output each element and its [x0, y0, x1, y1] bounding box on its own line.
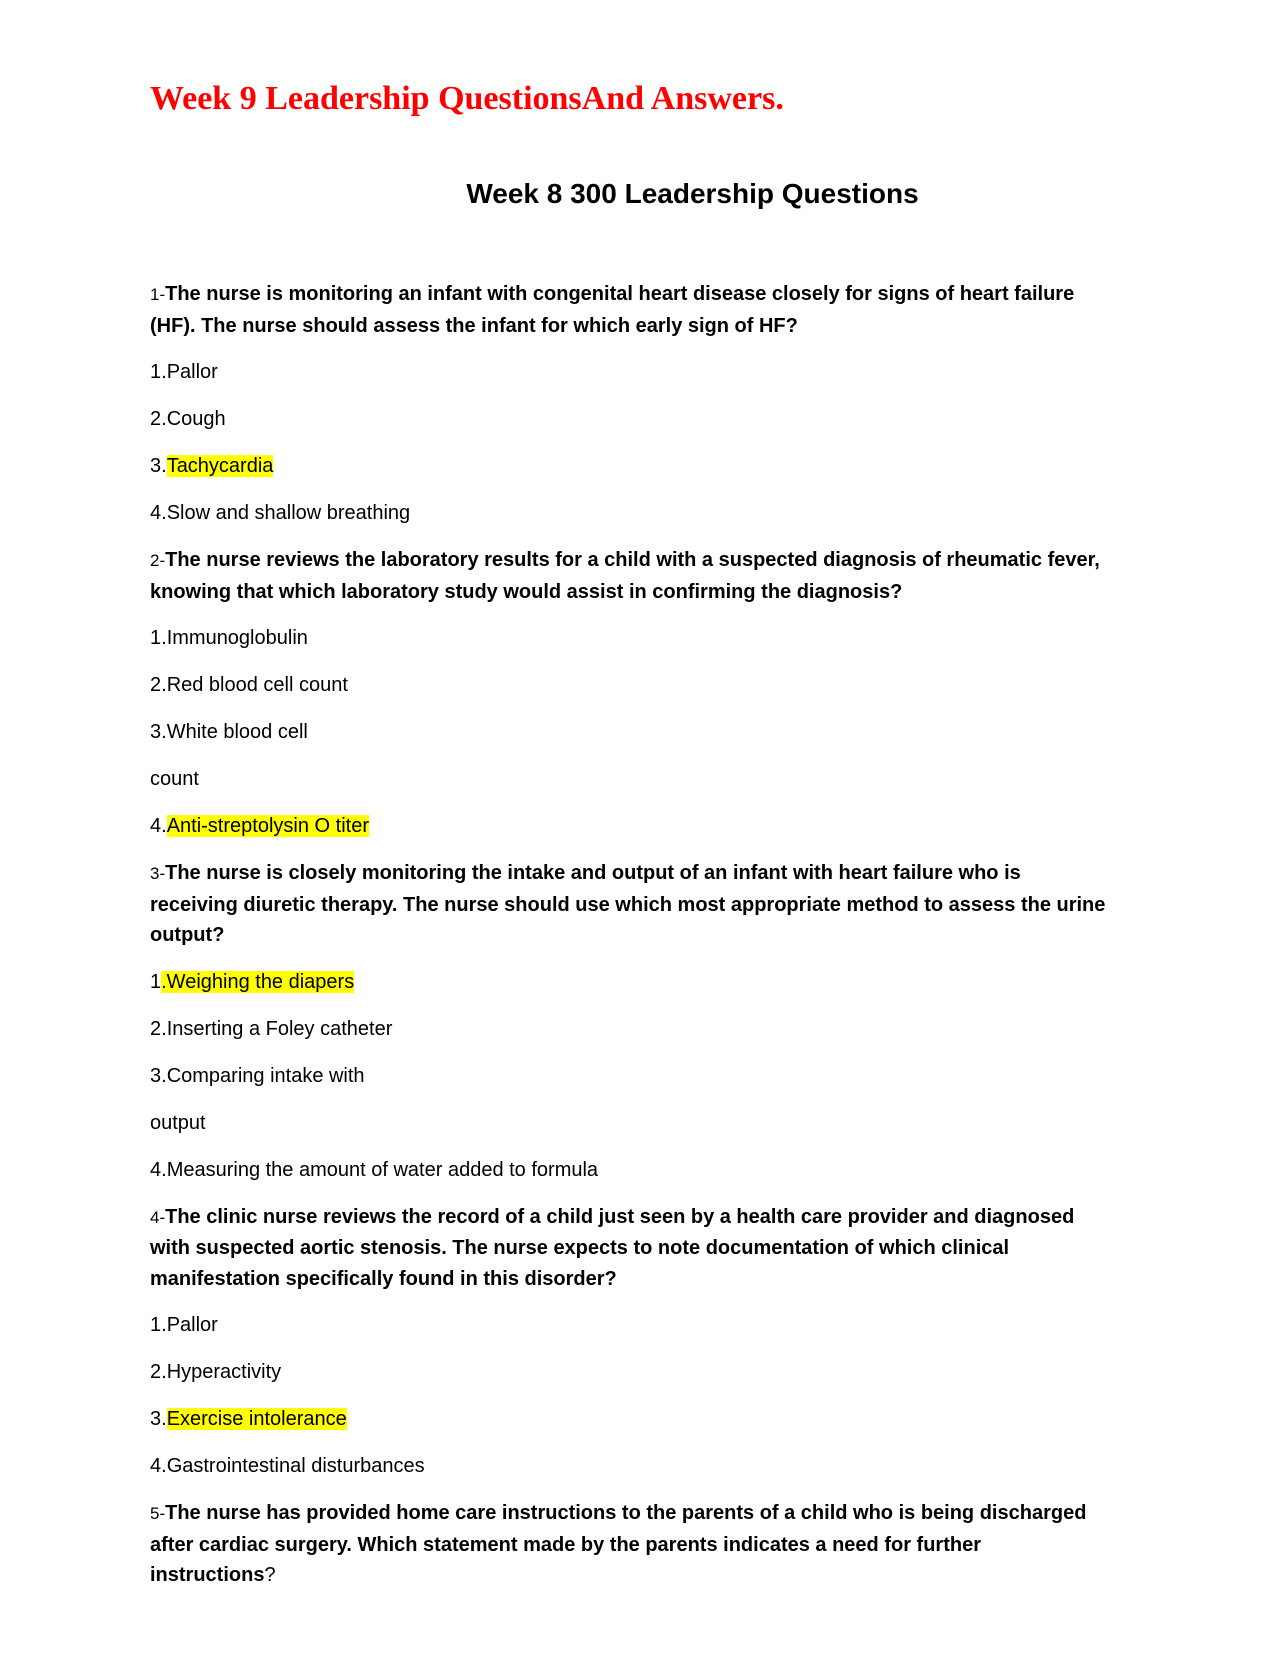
- question-text: The nurse reviews the laboratory results for a child with a suspected diagnosis of rheumatic fever, knowing that which laboratory study would assist in confirming the diagnosis?: [150, 549, 1100, 603]
- option-text: Pallor: [166, 361, 218, 383]
- option-number: 4.: [150, 815, 167, 837]
- question-text: The nurse is closely monitoring the intake and output of an infant with heart failure who is receiving diuretic therapy. The nurse should use which most appropriate method to assess the urine output?: [150, 862, 1106, 946]
- option-text: Immunoglobulin: [166, 627, 308, 649]
- question-list: [150, 279, 1110, 1607]
- option-number: 2.: [150, 408, 167, 430]
- option-text: Cough: [166, 408, 226, 430]
- answer-option: [150, 1451, 1110, 1482]
- question-2: [150, 545, 1110, 607]
- correct-answer-highlight: Exercise intolerance: [166, 1408, 347, 1430]
- answer-option: [150, 357, 1110, 388]
- option-text: Gastrointestinal disturbances: [166, 1455, 425, 1477]
- answer-option: [150, 1357, 1110, 1388]
- question-trailing-mark: ?: [264, 1564, 276, 1586]
- answer-option: [150, 764, 1110, 795]
- question-number: 4-: [150, 1207, 166, 1227]
- option-number: 1.: [150, 1314, 167, 1336]
- question-1: [150, 279, 1110, 341]
- option-text: Red blood cell count: [166, 674, 348, 696]
- option-text: Comparing intake with: [166, 1064, 365, 1087]
- option-text: White blood cell: [166, 721, 308, 743]
- answer-option: [150, 1155, 1110, 1186]
- option-text: Inserting a Foley catheter: [166, 1017, 393, 1040]
- answer-option: [150, 967, 1110, 998]
- option-number: 3.: [150, 721, 167, 743]
- document-title: Week 9 Leadership QuestionsAnd Answers.: [150, 80, 784, 117]
- answer-option: [150, 670, 1110, 701]
- answer-option: [150, 1404, 1110, 1435]
- answer-option: [150, 811, 1110, 842]
- option-number: 4.: [150, 502, 167, 524]
- option-text: Slow and shallow breathing: [166, 502, 411, 524]
- option-text: Pallor: [166, 1314, 218, 1336]
- option-text: Measuring the amount of water added to formula: [166, 1158, 599, 1181]
- option-number: 1: [150, 970, 162, 993]
- answer-option: [150, 451, 1110, 482]
- correct-answer-highlight: Tachycardia: [166, 455, 274, 477]
- option-number: 4.: [150, 1455, 167, 1477]
- question-number: 2-: [150, 551, 166, 570]
- option-number: 3.: [150, 1064, 167, 1087]
- answer-option: [150, 717, 1110, 748]
- answer-option: [150, 498, 1110, 529]
- answer-option: [150, 404, 1110, 435]
- question-3: [150, 858, 1110, 951]
- question-5: [150, 1498, 1110, 1591]
- answer-option: [150, 1108, 1110, 1139]
- option-text: Hyperactivity: [166, 1361, 282, 1383]
- answer-option: [150, 623, 1110, 654]
- option-number: 1.: [150, 627, 167, 649]
- correct-answer-highlight: Anti-streptolysin O titer: [166, 815, 369, 837]
- option-text: output: [150, 1111, 206, 1134]
- answer-option: [150, 1061, 1110, 1092]
- option-number: 3.: [150, 1408, 167, 1430]
- question-number: 1-: [150, 285, 166, 304]
- correct-answer-highlight: .Weighing the diapers: [161, 970, 355, 993]
- option-number: 1.: [150, 361, 167, 383]
- option-number: 2.: [150, 1361, 167, 1383]
- document-subtitle: Week 8 300 Leadership Questions: [466, 178, 919, 209]
- question-text: The nurse is monitoring an infant with congenital heart disease closely for signs of heart failure (HF). The nurse should assess the infant for which early sign of HF?: [150, 283, 1075, 337]
- option-number: 2.: [150, 1017, 167, 1040]
- option-number: 2.: [150, 674, 167, 696]
- answer-option: [150, 1014, 1110, 1045]
- question-4: [150, 1202, 1110, 1295]
- option-number: 4.: [150, 1158, 167, 1181]
- question-number: 3-: [150, 864, 166, 883]
- question-text: The clinic nurse reviews the record of a child just seen by a health care provider and diagnosed with suspected aortic stenosis. The nurse expects to note documentation of which clinical manifestation specifically found in this disorder?: [150, 1205, 1075, 1290]
- answer-option: [150, 1310, 1110, 1341]
- option-text: count: [150, 768, 199, 790]
- question-text: The nurse has provided home care instructions to the parents of a child who is being discharged after cardiac surgery. Which statement made by the parents indicates a need for further instructions: [150, 1502, 1087, 1586]
- option-number: 3.: [150, 455, 167, 477]
- question-number: 5-: [150, 1504, 166, 1523]
